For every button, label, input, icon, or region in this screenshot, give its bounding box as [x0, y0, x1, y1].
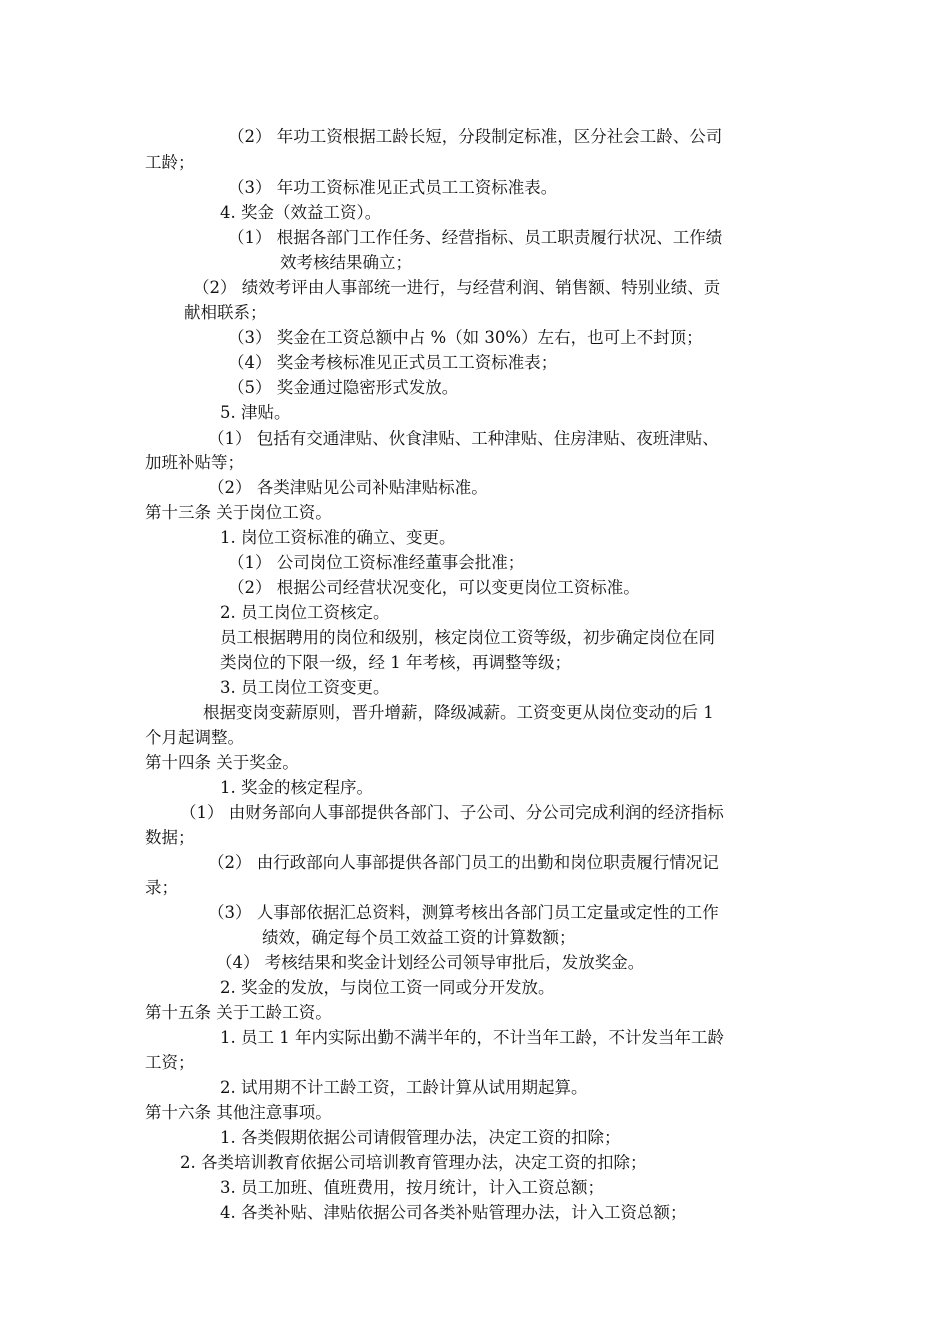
text-line: 2. 各类培训教育依据公司培训教育管理办法，决定工资的扣除；	[180, 1153, 647, 1172]
text-line: 根据变岗变薪原则，晋升增薪，降级减薪。工资变更从岗位变动的后 1	[203, 703, 714, 722]
text-line: （3） 人事部依据汇总资料，测算考核出各部门员工定量或定性的工作	[208, 903, 719, 922]
text-line: 效考核结果确立；	[280, 253, 412, 272]
text-line: （2） 各类津贴见公司补贴津贴标准。	[208, 478, 488, 497]
text-line: （2） 绩效考评由人事部统一进行，与经营利润、销售额、特别业绩、贡	[193, 278, 721, 297]
text-line: 献相联系；	[184, 303, 267, 322]
text-line: 员工根据聘用的岗位和级别，核定岗位工资等级，初步确定岗位在同	[220, 628, 715, 647]
text-line: 工资；	[145, 1053, 195, 1072]
text-line: （1） 公司岗位工资标准经董事会批准；	[228, 553, 525, 572]
text-line: 4. 各类补贴、津贴依据公司各类补贴管理办法，计入工资总额；	[220, 1203, 687, 1222]
text-line: （3） 奖金在工资总额中占 %（如 30%）左右，也可上不封顶；	[228, 328, 703, 347]
text-line: 2. 奖金的发放，与岗位工资一同或分开发放。	[220, 978, 555, 997]
text-line: 4. 奖金（效益工资）。	[220, 203, 382, 222]
text-line: 加班补贴等；	[145, 453, 244, 472]
text-line: （4） 奖金考核标准见正式员工工资标准表；	[228, 353, 558, 372]
text-line: 5. 津贴。	[220, 403, 291, 422]
text-line: 工龄；	[145, 153, 195, 172]
text-line: 1. 员工 1 年内实际出勤不满半年的，不计当年工龄，不计发当年工龄	[220, 1028, 724, 1047]
section-heading: 第十五条 关于工龄工资。	[145, 1003, 332, 1022]
section-heading: 第十六条 其他注意事项。	[145, 1103, 332, 1122]
text-line: 2. 试用期不计工龄工资，工龄计算从试用期起算。	[220, 1078, 588, 1097]
text-line: 录；	[145, 878, 178, 897]
text-line: 绩效，确定每个员工效益工资的计算数额；	[262, 928, 576, 947]
text-line: （4） 考核结果和奖金计划经公司领导审批后，发放奖金。	[216, 953, 645, 972]
text-line: （3） 年功工资标准见正式员工工资标准表。	[228, 178, 558, 197]
text-line: 个月起调整。	[145, 728, 244, 747]
text-line: （1） 由财务部向人事部提供各部门、子公司、分公司完成利润的经济指标	[180, 803, 724, 822]
text-line: 类岗位的下限一级，经 1 年考核，再调整等级；	[220, 653, 571, 672]
text-line: 1. 岗位工资标准的确立、变更。	[220, 528, 456, 547]
text-line: 3. 员工加班、值班费用，按月统计，计入工资总额；	[220, 1178, 604, 1197]
text-line: （2） 年功工资根据工龄长短，分段制定标准，区分社会工龄、公司	[228, 127, 723, 146]
text-line: 2. 员工岗位工资核定。	[220, 603, 390, 622]
text-line: （1） 根据各部门工作任务、经营指标、员工职责履行状况、工作绩	[228, 228, 723, 247]
text-line: （2） 根据公司经营状况变化，可以变更岗位工资标准。	[228, 578, 640, 597]
text-line: 数据；	[145, 828, 195, 847]
section-heading: 第十四条 关于奖金。	[145, 753, 299, 772]
text-line: 1. 奖金的核定程序。	[220, 778, 373, 797]
text-line: （1） 包括有交通津贴、伙食津贴、工种津贴、住房津贴、夜班津贴、	[208, 429, 719, 448]
text-line: （5） 奖金通过隐密形式发放。	[228, 378, 459, 397]
text-line: 3. 员工岗位工资变更。	[220, 678, 390, 697]
section-heading: 第十三条 关于岗位工资。	[145, 503, 332, 522]
text-line: （2） 由行政部向人事部提供各部门员工的出勤和岗位职责履行情况记	[208, 853, 719, 872]
text-line: 1. 各类假期依据公司请假管理办法，决定工资的扣除；	[220, 1128, 621, 1147]
